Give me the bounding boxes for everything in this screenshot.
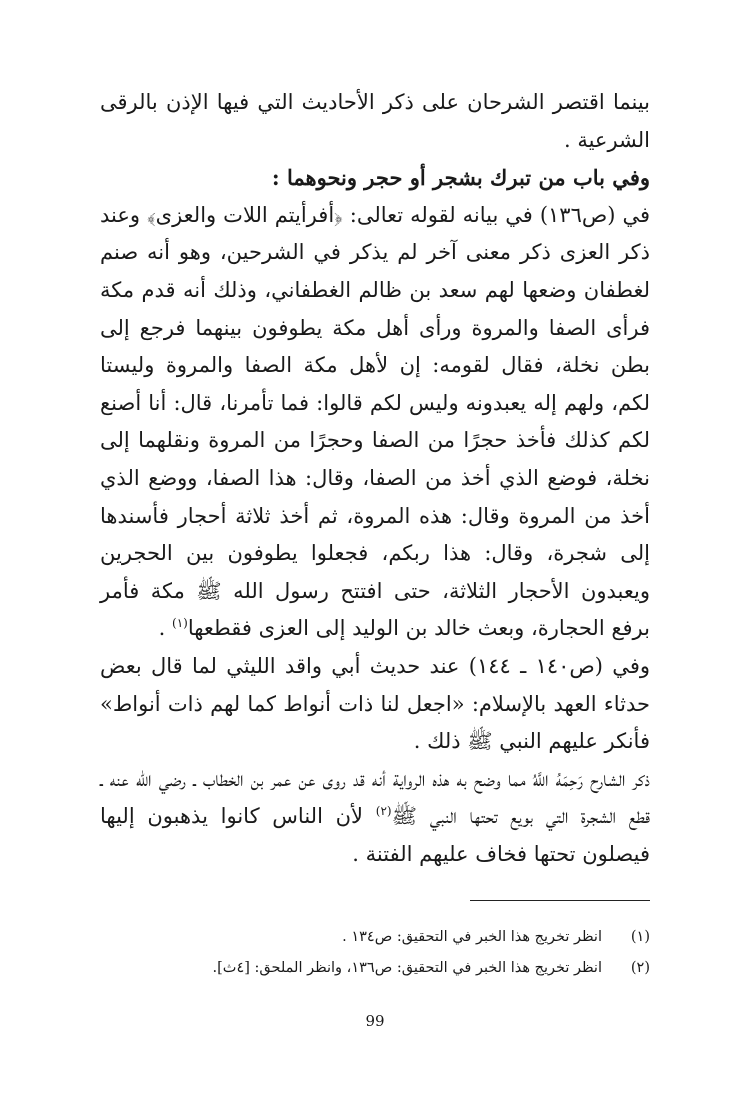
footnotes [100,922,650,984]
footnote-separator [470,900,650,901]
page-number: 99 [365,1012,385,1030]
footnote-2 [100,953,650,984]
paragraph-1: بينما اقتصر الشرحان على ذكر الأحاديث التي فيها الإذن بالرقى الشرعية . [100,90,650,152]
paragraph-2: في (ص١٣٦) في بيانه لقوله تعالى: ﴿أفرأيتم اللات والعزى﴾ وعند ذكر العزى ذكر معنى آخر لم يذكر في الشرحين، وهو أنه صنم لغطفان وضعها لهم سعد بن ظالم الغطفاني، وذلك أنه قدم مكة فرأى الصفا والمروة ورأى أهل مكة يطوفون بينهما فرجع إلى بطن نخلة، فقال لقومه: إن لأهل مكة الصفا والمروة وليستا لكم، ولهم إله يعبدونه وليس لكم قالوا: فما تأمرنا، قال: أنا أصنع لكم كذلك فأخذ حجرًا من الصفا وحجرًا من المروة ونقلهما إلى نخلة، فوضع الذي أخذ من الصفا، وقال: هذا الصفا، ووضع الذي أخذ من المروة وقال: هذه المروة، ثم أخذ ثلاثة أحجار فأسندها إلى شجرة، وقال: هذا ربكم، فجعلوا يطوفون بين الحجرين ويعبدون الأحجار الثلاثة، حتى افتتح رسول الله ﷺ مكة فأمر برفع الحجارة، وبعث خالد بن الوليد إلى العزى فقطعها$^{(١)}$ . [100,202,650,641]
footnote-text: انظر تخريج هذا الخبر في التحقيق: ص١٣٤ . [342,929,602,945]
footnote-ref-2: (٢) [375,804,392,819]
footnote-number: (١) [630,929,650,945]
footnote-number: (٢) [630,960,650,976]
paragraph-4: ذكر الشارح رَحِمَهُ اللَّهُ مما وضح به هذه الرواية أنه قد روى عن عمر بن الخطاب ـ رضي الله عنه ـ قطع الشجرة التي بويع تحتها النبي ﷺ$^{(٢)}$ لأن الناس كانوا يذهبون إليها فيصلون تحتها فخاف عليهم الفتنة . [100,766,650,866]
footnote-text: انظر تخريج هذا الخبر في التحقيق: ص١٣٦، وانظر الملحق: [٤ث]. [212,960,602,976]
paragraph-3: وفي (ص١٤٠ ـ ١٤٤) عند حديث أبي واقد الليثي لما قال بعض حدثاء العهد بالإسلام: «اجعل لنا ذات أنواط كما لهم ذات أنواط» فأنكر عليهم النبي ﷺ ذلك . [100,653,650,754]
section-heading: وفي باب من تبرك بشجر أو حجر ونحوهما : [271,165,650,191]
footnote-ref-1: (١) [172,616,188,631]
body-text [100,84,650,873]
footnote-1 [100,922,650,953]
